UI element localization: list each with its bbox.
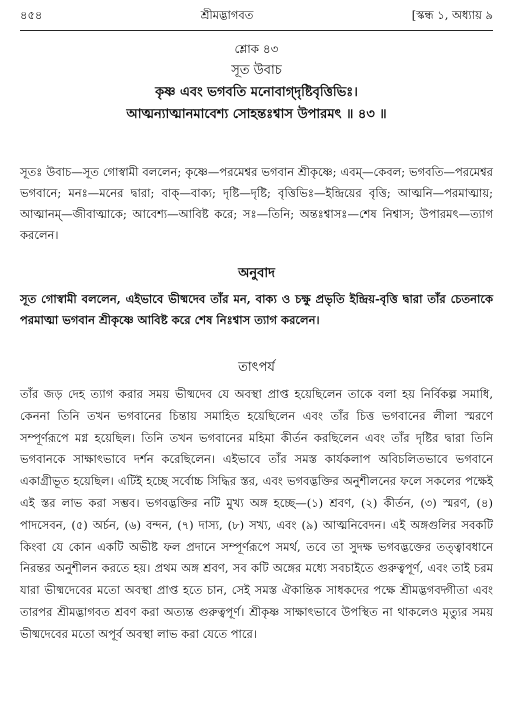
verse-number: শ্লোক ৪৩ xyxy=(234,42,279,56)
verse-speaker: সূত উবাচ xyxy=(231,63,282,78)
purport-section xyxy=(20,384,493,646)
running-header xyxy=(20,6,493,26)
verse-line-1: কৃষ্ণ এবং ভগবতি মনোবাগ্‌দৃষ্টিবৃত্তিভিঃ। xyxy=(155,85,358,100)
book-title: শ্রীমদ্ভাগবত xyxy=(200,7,254,22)
purport-heading: তাৎপর্য xyxy=(238,360,275,375)
synonyms-text: সূতঃ উবাচ—সূত গোস্বামী বললেন; কৃষ্ণে—পরমেশ্বর ভগবান শ্রীকৃষ্ণে; এবম্—কেবল; ভগবতি—পরমেশ্বর ভগবানে; মনঃ—মনের দ্বারা; বাক্—বাক্য; দৃষ্টি—দৃষ্টি; বৃত্তিভিঃ—ইন্দ্রিয়ের বৃত্তি; আত্মনি—পরমাত্মায়; আত্মানম্—জীবাত্মাকে; আবেশ্য—আবিষ্ট করে; সঃ—তিনি; অন্তঃশ্বাসঃ—শেষ নিশ্বাস; উপারমৎ—ত্যাগ করলেন। xyxy=(20,165,493,242)
header-divider xyxy=(20,30,493,31)
translation-section xyxy=(20,289,493,331)
page-number: ৪৫৪ xyxy=(20,7,43,22)
translation-text: সূত গোস্বামী বললেন, এইভাবে ভীষ্মদেব তাঁর মন, বাক্য ও চক্ষু প্রভৃতি ইন্দ্রিয়-বৃত্তি দ্বারা তাঁর চেতনাকে পরমাত্মা ভগবান শ্রীকৃষ্ণে আবিষ্ট করে শেষ নিঃশ্বাস ত্যাগ করলেন। xyxy=(20,292,493,327)
synonyms-section xyxy=(20,162,493,246)
verse-line-2: আত্মন্যাত্মানমাবেশ্য সোহন্তঃশ্বাস উপারমৎ ॥ ৪৩ ॥ xyxy=(126,107,387,122)
canto-chapter-location: [স্কন্ধ ১, অধ্যায় ৯ xyxy=(411,7,493,22)
translation-heading: অনুবাদ xyxy=(238,266,275,281)
verse-block xyxy=(20,38,493,126)
purport-text: তাঁর জড় দেহ ত্যাগ করার সময় ভীষ্মদেব যে অবস্থা প্রাপ্ত হয়েছিলেন তাকে বলা হয় নির্বিকল্প সমাধি, কেননা তিনি তখন ভগবানের চিন্তায় সমাহিত হয়েছিলেন এবং তাঁর চিত্ত ভগবানের লীলা স্মরণে সম্পূর্ণরূপে মগ্ন হয়েছিল। তিনি তখন ভগবানের মহিমা কীর্তন করছিলেন এবং তাঁর দৃষ্টির দ্বারা তিনি ভগবানকে সাক্ষাৎভাবে দর্শন করেছিলেন। এইভাবে তাঁর সমস্ত কার্যকলাপ অবিচলিতভাবে ভগবানে একাগ্রীভূত হয়েছিল। এটিই হচ্ছে সর্বোচ্চ সিদ্ধির স্তর, এবং ভগবদ্ভক্তির অনুশীলনের ফলে সকলের পক্ষেই এই স্তর লাভ করা সম্ভব। ভগবদ্ভক্তির নটি মুখ্য অঙ্গ হচ্ছে—(১) শ্রবণ, (২) কীর্তন, (৩) স্মরণ, (৪) পাদসেবন, (৫) অর্চন, (৬) বন্দন, (৭) দাস্য, (৮) সখ্য, এবং (৯) আত্মনিবেদন। এই অঙ্গগুলির সবকটি কিংবা যে কোন একটি অভীষ্ট ফল প্রদানে সম্পূর্ণরূপে সমর্থ, তবে তা সুদক্ষ ভগবদ্ভক্তের তত্ত্বাবধানে নিরন্তর অনুশীলন করতে হয়। প্রথম অঙ্গ শ্রবণ, সব কটি অঙ্গের মধ্যে সবচাইতে গুরুত্বপূর্ণ, এবং তাই চরম যারা ভীষ্মদেবের মতো অবস্থা প্রাপ্ত হতে চান, সেই সমস্ত ঐকান্তিক সাধকদের পক্ষে শ্রীমদ্ভগবদ্গীতা এবং তারপর শ্রীমদ্ভাগবত শ্রবণ করা অত্যন্ত গুরুত্বপূর্ণ। শ্রীকৃষ্ণ সাক্ষাৎভাবে উপস্থিত না থাকলেও মৃত্যুর সময় ভীষ্মদেবের মতো অপূর্ব অবস্থা লাভ করা যেতে পারে। xyxy=(20,387,493,641)
